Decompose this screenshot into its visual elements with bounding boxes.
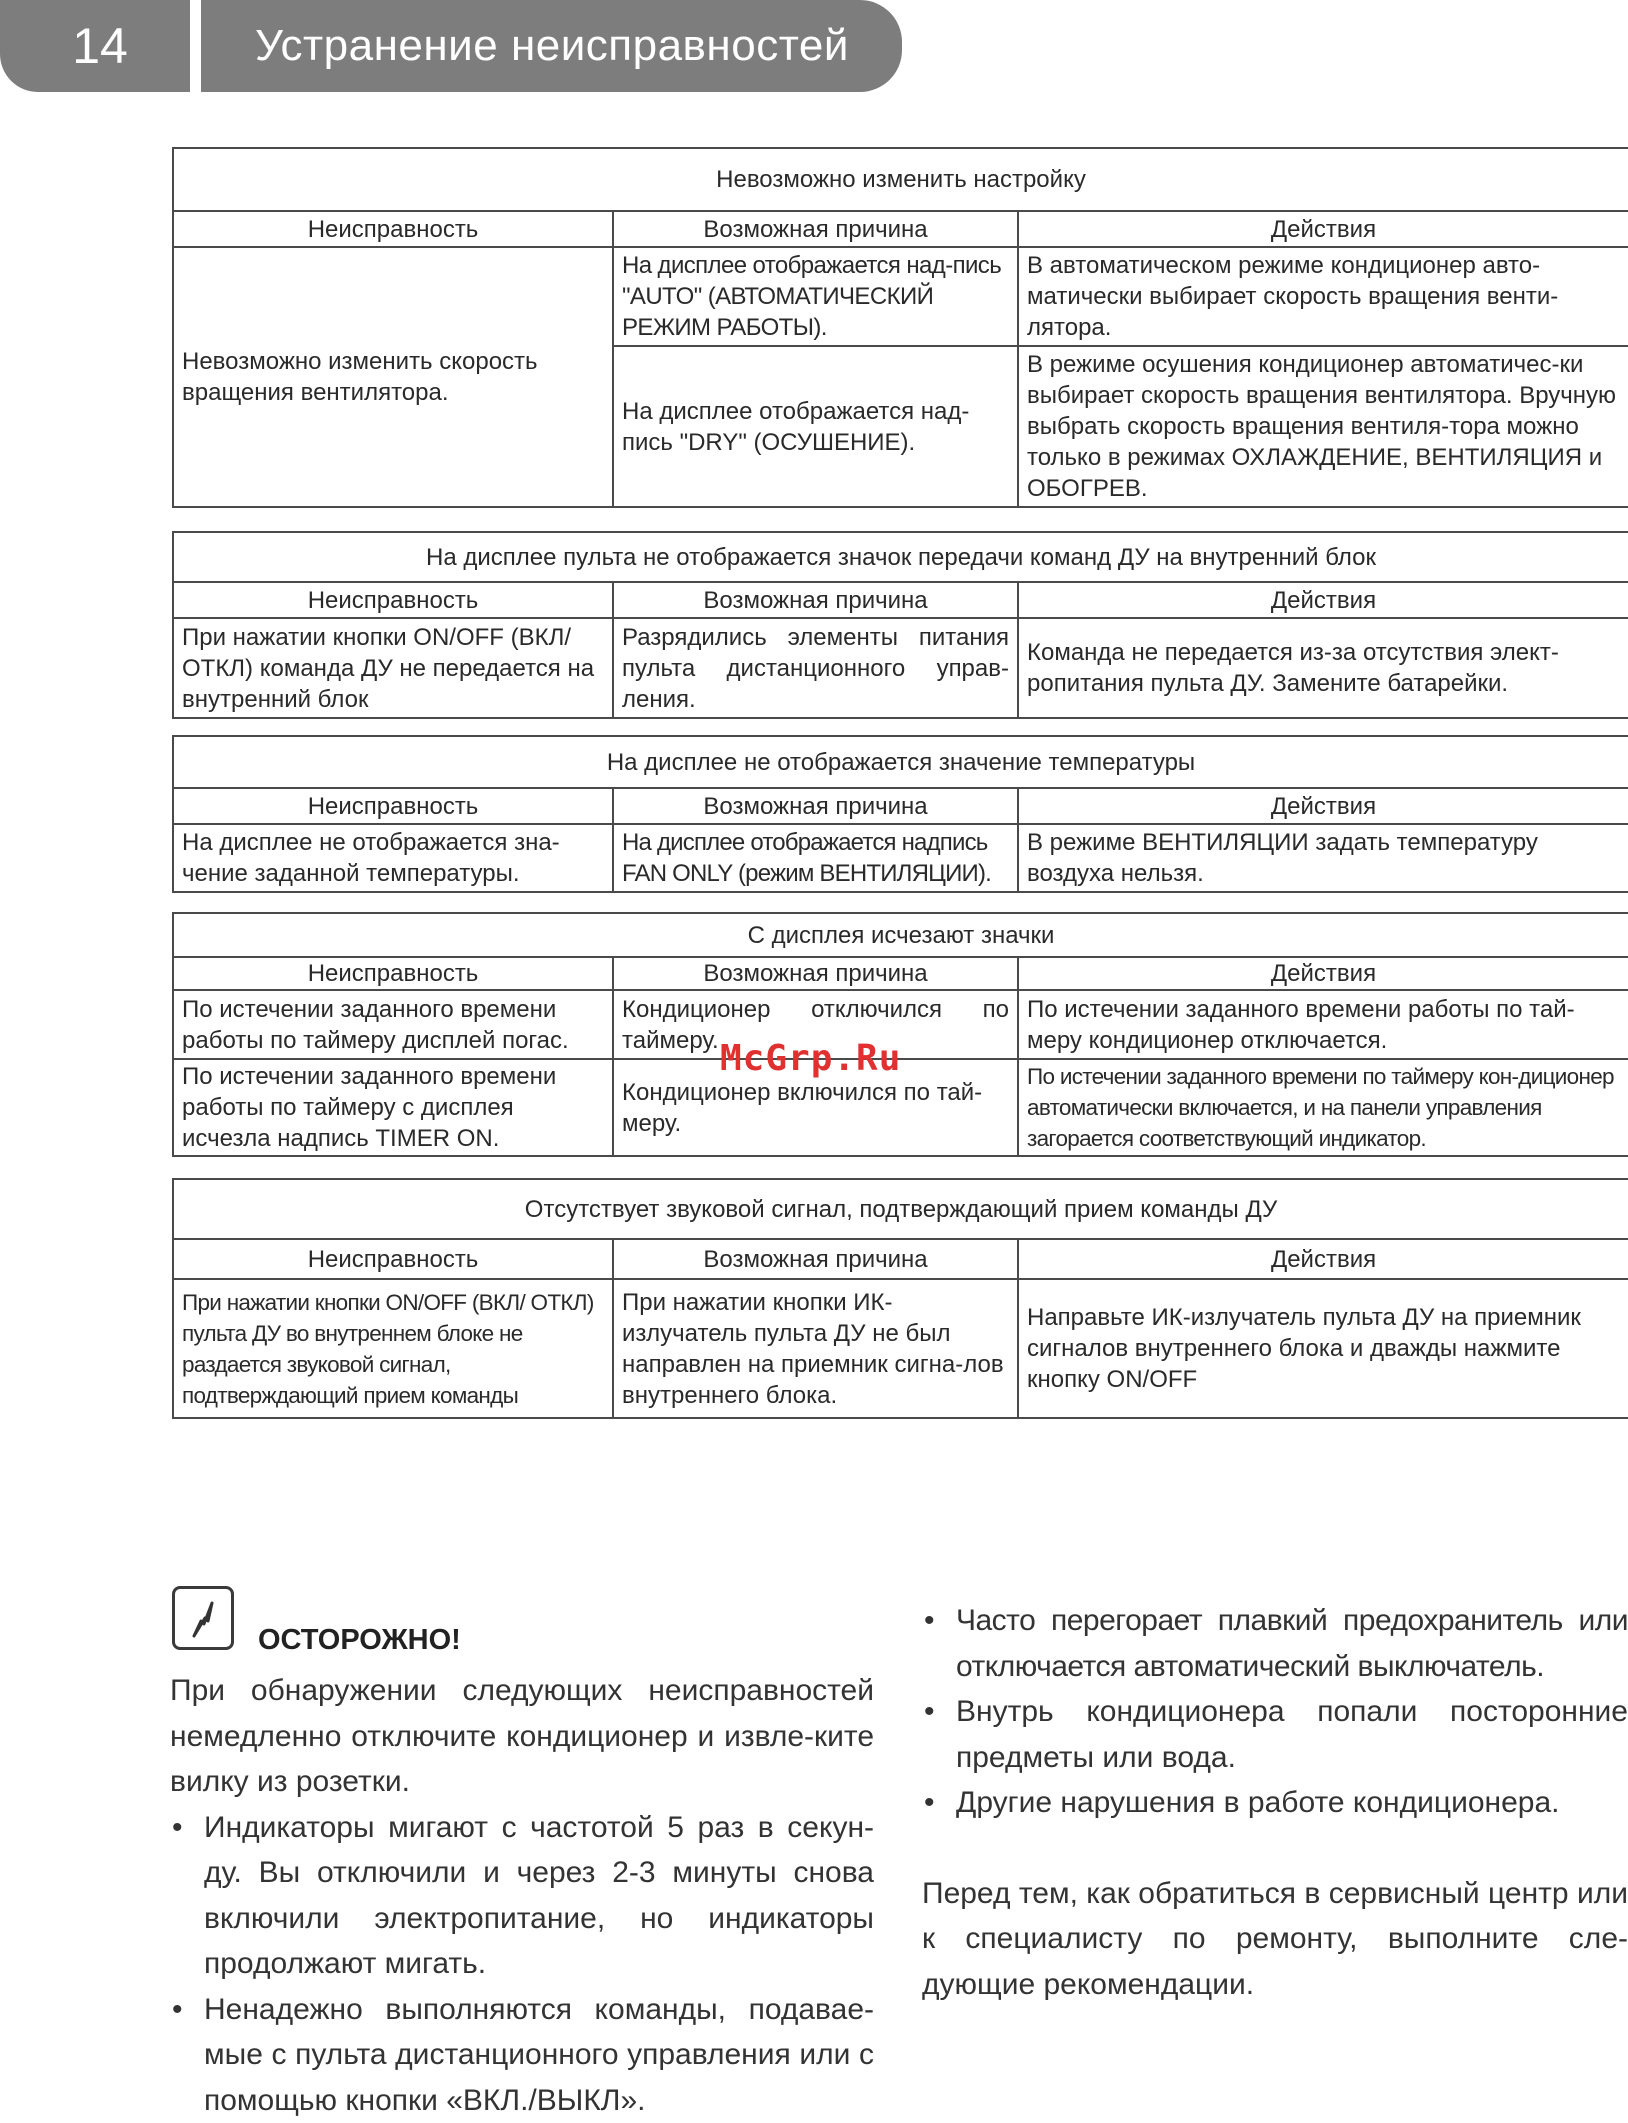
fault-cell: При нажатии кнопки ON/OFF (ВКЛ/ ОТКЛ) команда ДУ не передается на внутренний блок <box>173 618 613 718</box>
closing-paragraph: Перед тем, как обратиться в сервисный центр или к специалисту по ремонту, выполните сле-дующие рекомендации. <box>922 1871 1628 2008</box>
list-item: • Часто перегорает плавкий предохранитель или отключается автоматический выключатель. <box>922 1598 1628 1689</box>
column-header-action: Действия <box>1018 1239 1628 1279</box>
table-title: На дисплее не отображается значение температуры <box>173 736 1628 788</box>
column-header-fault: Неисправность <box>173 211 613 247</box>
action-cell: В режиме осушения кондиционер автоматичес-ки выбирает скорость вращения вентилятора. Вручную выбрать скорость вращения вентиля-тора можно только в режимах ОХЛАЖДЕНИЕ, ВЕНТИЛЯЦИЯ и ОБОГРЕВ. <box>1018 346 1628 507</box>
action-cell: Команда не передается из-за отсутствия элект-ропитания пульта ДУ. Замените батарейки. <box>1018 618 1628 718</box>
table-title: Невозможно изменить настройку <box>173 148 1628 211</box>
troubleshoot-table-temperature <box>172 735 1628 893</box>
cause-cell: Кондиционер отключился по таймеру. <box>613 990 1018 1059</box>
column-header-fault: Неисправность <box>173 957 613 990</box>
column-header-cause: Возможная причина <box>613 1239 1018 1279</box>
column-header-action: Действия <box>1018 582 1628 618</box>
column-header-action: Действия <box>1018 211 1628 247</box>
warning-intro: При обнаружении следующих неисправностей немедленно отключите кондиционер и извле-ките вилку из розетки. <box>170 1668 874 1805</box>
troubleshoot-table-remote-icon <box>172 531 1628 719</box>
page-number: 14 <box>0 0 190 92</box>
cause-cell: На дисплее отображается надпись FAN ONLY (режим ВЕНТИЛЯЦИИ). <box>613 824 1018 892</box>
fault-cell: По истечении заданного времени работы по таймеру дисплей погас. <box>173 990 613 1059</box>
troubleshoot-table-no-beep <box>172 1178 1628 1419</box>
column-header-action: Действия <box>1018 957 1628 990</box>
column-header-cause: Возможная причина <box>613 582 1018 618</box>
cause-cell: При нажатии кнопки ИК-излучатель пульта ДУ не был направлен на приемник сигна-лов внутреннего блока. <box>613 1279 1018 1418</box>
column-header-fault: Неисправность <box>173 1239 613 1279</box>
column-header-cause: Возможная причина <box>613 957 1018 990</box>
action-cell: В режиме ВЕНТИЛЯЦИИ задать температуру воздуха нельзя. <box>1018 824 1628 892</box>
warning-right-column <box>922 1598 1628 2007</box>
table-title: Отсутствует звуковой сигнал, подтверждающий прием команды ДУ <box>173 1179 1628 1239</box>
action-cell: По истечении заданного времени работы по тай-меру кондиционер отключается. <box>1018 990 1628 1059</box>
list-item: • Индикаторы мигают с частотой 5 раз в секун-ду. Вы отключили и через 2-3 минуты снова включили электропитание, но индикаторы продолжают мигать. <box>170 1805 874 1987</box>
cause-cell: Кондиционер включился по тай-меру. <box>613 1059 1018 1156</box>
table-title: С дисплея исчезают значки <box>173 913 1628 957</box>
column-header-fault: Неисправность <box>173 582 613 618</box>
list-item: • Ненадежно выполняются команды, подавае-мые с пульта дистанционного управления или с помощью кнопки «ВКЛ./ВЫКЛ». <box>170 1987 874 2123</box>
warning-icon <box>172 1586 234 1650</box>
column-header-action: Действия <box>1018 788 1628 824</box>
fault-cell: По истечении заданного времени работы по таймеру с дисплея исчезла надпись TIMER ON. <box>173 1059 613 1156</box>
watermark: McGrp.Ru <box>720 1038 901 1079</box>
column-header-fault: Неисправность <box>173 788 613 824</box>
action-cell: По истечении заданного времени по таймеру кон-диционер автоматически включается, и на панели управления загорается соответствующий индикатор. <box>1018 1059 1628 1156</box>
action-cell: Направьте ИК-излучатель пульта ДУ на приемник сигналов внутреннего блока и дважды нажмите кнопку ON/OFF <box>1018 1279 1628 1418</box>
table-title: На дисплее пульта не отображается значок передачи команд ДУ на внутренний блок <box>173 532 1628 582</box>
warning-left-column <box>170 1668 874 2123</box>
fault-cell: При нажатии кнопки ON/OFF (ВКЛ/ ОТКЛ) пульта ДУ во внутреннем блоке не раздается звуковой сигнал, подтверждающий прием команды <box>173 1279 613 1418</box>
fault-cell: На дисплее не отображается зна-чение заданной температуры. <box>173 824 613 892</box>
list-item: • Другие нарушения в работе кондиционера. <box>922 1780 1628 1826</box>
cause-cell: Разрядились элементы питания пульта дистанционного управ-ления. <box>613 618 1018 718</box>
action-cell: В автоматическом режиме кондиционер авто-матически выбирает скорость вращения венти-лятора. <box>1018 247 1628 346</box>
troubleshoot-table-icons-disappear <box>172 912 1628 1157</box>
cause-cell: На дисплее отображается над-пись "AUTO" (АВТОМАТИЧЕСКИЙ РЕЖИМ РАБОТЫ). <box>613 247 1018 346</box>
warning-title: ОСТОРОЖНО! <box>258 1624 461 1657</box>
cause-cell: На дисплее отображается над-пись "DRY" (ОСУШЕНИЕ). <box>613 346 1018 507</box>
column-header-cause: Возможная причина <box>613 788 1018 824</box>
troubleshoot-table-settings <box>172 147 1628 508</box>
list-item: • Внутрь кондиционера попали посторонние предметы или вода. <box>922 1689 1628 1780</box>
column-header-cause: Возможная причина <box>613 211 1018 247</box>
fault-cell: Невозможно изменить скорость вращения вентилятора. <box>173 247 613 507</box>
page-title: Устранение неисправностей <box>201 0 902 92</box>
